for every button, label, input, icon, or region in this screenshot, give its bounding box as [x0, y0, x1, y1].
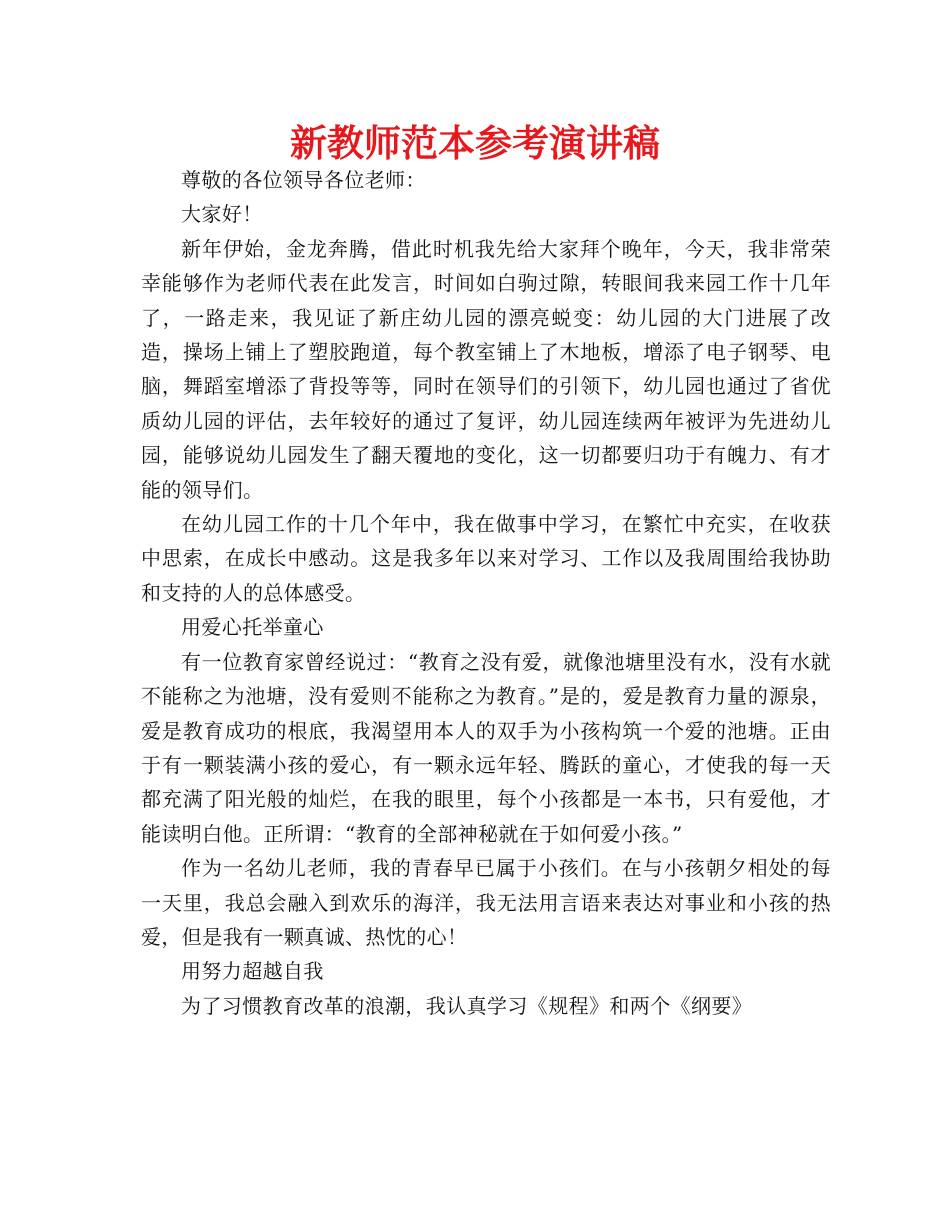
paragraph: 新年伊始，金龙奔腾，借此时机我先给大家拜个晚年，今天，我非常荣幸能够作为老师代表在此发言，时间如白驹过隙，转眼间我来园工作十几年了，一路走来，我见证了新庄幼儿园的漂亮蜕变：幼儿园的大门进展了改造，操场上铺上了塑胶跑道，每个教室铺上了木地板，增添了电子钢琴、电脑，舞蹈室增添了背投等等，同时在领导们的引领下，幼儿园也通过了省优质幼儿园的评估，去年较好的通过了复评，幼儿园连续两年被评为先进幼儿园，能够说幼儿园发生了翻天覆地的变化，这一切都要归功于有魄力、有才能的领导们。 — [141, 236, 831, 502]
section-heading: 用爱心托举童心 — [181, 615, 324, 640]
greeting: 大家好！ — [181, 202, 263, 227]
paragraph: 有一位教育家曾经说过：“教育之没有爱，就像池塘里没有水，没有水就不能称之为池塘，没有爱则不能称之为教育。”是的，爱是教育力量的源泉，爱是教育成功的根底，我渴望用本人的双手为小孩构筑一个爱的池塘。正由于有一颗装满小孩的爱心，有一颗永远年轻、腾跃的童心，才使我的每一天都充满了阳光般的灿烂，在我的眼里，每个小孩都是一本书，只有爱他，才能读明白他。正所谓：“教育的全部神秘就在于如何爱小孩。” — [141, 649, 831, 846]
paragraph: 作为一名幼儿老师，我的青春早已属于小孩们。在与小孩朝夕相处的每一天里，我总会融入到欢乐的海洋，我无法用言语来表达对事业和小孩的热爱，但是我有一颗真诚、热忱的心！ — [141, 856, 831, 949]
paragraph: 在幼儿园工作的十几个年中，我在做事中学习，在繁忙中充实，在收获中思索，在成长中感动。这是我多年以来对学习、工作以及我周围给我协助和支持的人的总体感受。 — [141, 512, 831, 605]
document-body — [141, 163, 831, 1023]
document-title: 新教师范本参考演讲稿 — [290, 122, 660, 165]
salutation: 尊敬的各位领导各位老师： — [181, 168, 426, 192]
paragraph: 为了习惯教育改革的浪潮，我认真学习《规程》和两个《纲要》 — [181, 993, 753, 1018]
section-heading: 用努力超越自我 — [181, 959, 324, 984]
